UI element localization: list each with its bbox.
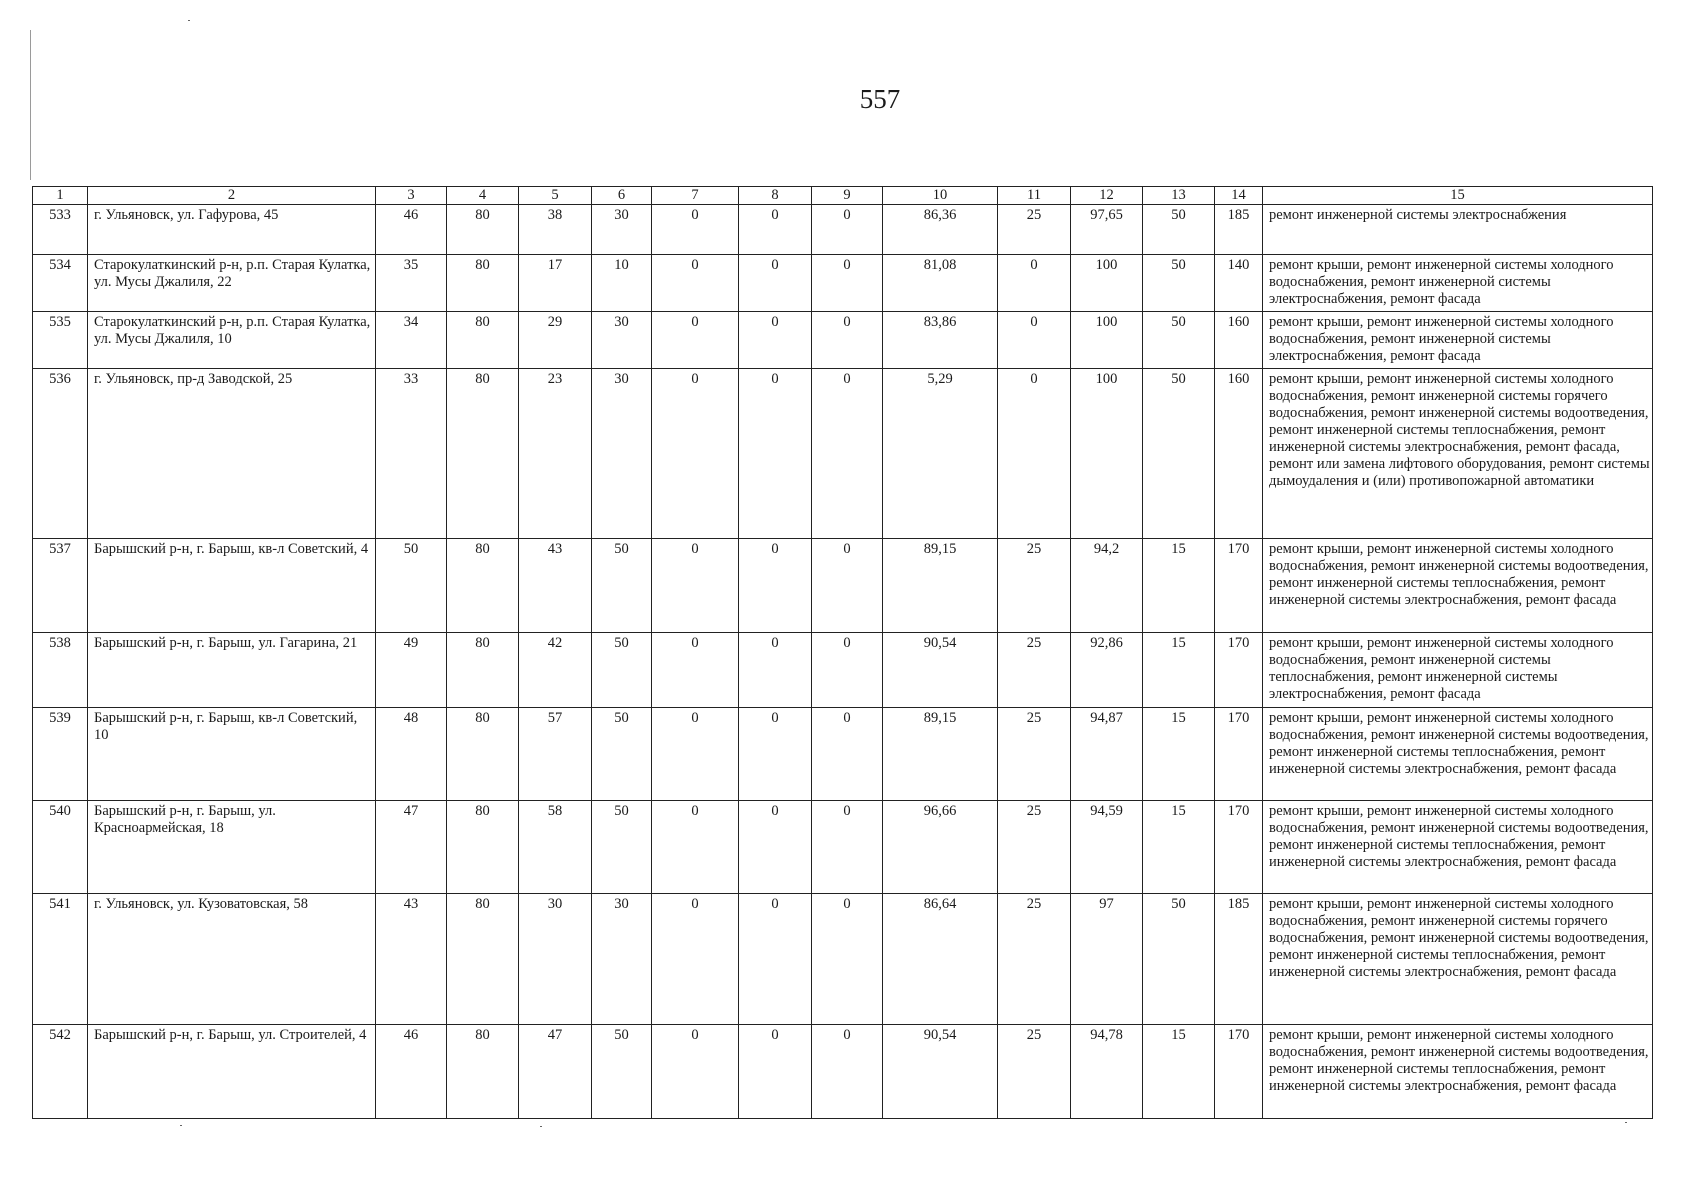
column-header: 11 xyxy=(998,187,1071,205)
column-header: 15 xyxy=(1263,187,1653,205)
column-header: 4 xyxy=(447,187,519,205)
table-cell-col11: 0 xyxy=(998,312,1071,369)
table-cell-col3: 46 xyxy=(376,1025,447,1119)
table-cell-col7: 0 xyxy=(652,369,739,539)
table-cell-col6: 50 xyxy=(592,708,652,801)
table-cell-col10: 96,66 xyxy=(883,801,998,894)
table-cell-col7: 0 xyxy=(652,801,739,894)
table-cell-col6: 50 xyxy=(592,633,652,708)
address-cell: Старокулаткинский р-н, р.п. Старая Кулатка, ул. Мусы Джалиля, 10 xyxy=(88,312,376,369)
table-cell-col7: 0 xyxy=(652,205,739,255)
table-cell-col11: 25 xyxy=(998,801,1071,894)
address-cell: Барышский р-н, г. Барыш, кв-л Советский, 10 xyxy=(88,708,376,801)
table-cell-col4: 80 xyxy=(447,708,519,801)
table-cell-col8: 0 xyxy=(739,894,812,1025)
table-cell-col11: 0 xyxy=(998,369,1071,539)
repair-works-cell: ремонт крыши, ремонт инженерной системы холодного водоснабжения, ремонт инженерной системы горячего водоснабжения, ремонт инженерной системы водоотведения, ремонт инженерной системы теплоснабжения, ремонт инженерной системы электроснабжения, ремонт фасада, ремонт или замена лифтового оборудования, ремонт системы дымоудаления и (или) противопожарной автоматики xyxy=(1263,369,1653,539)
table-cell-col5: 57 xyxy=(519,708,592,801)
table-cell-col3: 49 xyxy=(376,633,447,708)
table-cell-col12: 94,59 xyxy=(1071,801,1143,894)
table-row xyxy=(33,539,1653,633)
table-cell-col12: 100 xyxy=(1071,369,1143,539)
repair-works-cell: ремонт инженерной системы электроснабжения xyxy=(1263,205,1653,255)
table-cell-col9: 0 xyxy=(812,1025,883,1119)
table-cell-col14: 185 xyxy=(1215,894,1263,1025)
table-cell-col10: 86,36 xyxy=(883,205,998,255)
table-cell-col7: 0 xyxy=(652,708,739,801)
table-cell-col12: 92,86 xyxy=(1071,633,1143,708)
row-number-cell: 533 xyxy=(33,205,88,255)
page-number: 557 xyxy=(859,84,901,114)
column-header: 3 xyxy=(376,187,447,205)
table-cell-col4: 80 xyxy=(447,1025,519,1119)
table-cell-col7: 0 xyxy=(652,255,739,312)
table-cell-col3: 48 xyxy=(376,708,447,801)
address-cell: Барышский р-н, г. Барыш, кв-л Советский, 4 xyxy=(88,539,376,633)
table-cell-col10: 90,54 xyxy=(883,633,998,708)
table-cell-col6: 30 xyxy=(592,369,652,539)
table-cell-col14: 170 xyxy=(1215,539,1263,633)
table-cell-col4: 80 xyxy=(447,539,519,633)
table-cell-col6: 50 xyxy=(592,801,652,894)
table-cell-col11: 25 xyxy=(998,205,1071,255)
table-cell-col8: 0 xyxy=(739,708,812,801)
table-cell-col7: 0 xyxy=(652,312,739,369)
table-cell-col14: 160 xyxy=(1215,312,1263,369)
table-cell-col10: 5,29 xyxy=(883,369,998,539)
table-cell-col13: 50 xyxy=(1143,894,1215,1025)
table-cell-col5: 30 xyxy=(519,894,592,1025)
table-cell-col14: 185 xyxy=(1215,205,1263,255)
column-header: 12 xyxy=(1071,187,1143,205)
table-cell-col8: 0 xyxy=(739,1025,812,1119)
table-row xyxy=(33,633,1653,708)
table-cell-col5: 17 xyxy=(519,255,592,312)
table-cell-col11: 25 xyxy=(998,894,1071,1025)
row-number-cell: 539 xyxy=(33,708,88,801)
table-cell-col5: 47 xyxy=(519,1025,592,1119)
table-row xyxy=(33,205,1653,255)
table-cell-col10: 83,86 xyxy=(883,312,998,369)
table-cell-col9: 0 xyxy=(812,369,883,539)
table-cell-col3: 47 xyxy=(376,801,447,894)
column-header: 13 xyxy=(1143,187,1215,205)
row-number-cell: 536 xyxy=(33,369,88,539)
table-cell-col3: 33 xyxy=(376,369,447,539)
table-cell-col4: 80 xyxy=(447,312,519,369)
repair-works-cell: ремонт крыши, ремонт инженерной системы холодного водоснабжения, ремонт инженерной системы водоотведения, ремонт инженерной системы теплоснабжения, ремонт инженерной системы электроснабжения, ремонт фасада xyxy=(1263,1025,1653,1119)
repair-works-cell: ремонт крыши, ремонт инженерной системы холодного водоснабжения, ремонт инженерной системы теплоснабжения, ремонт инженерной системы электроснабжения, ремонт фасада xyxy=(1263,633,1653,708)
table-row xyxy=(33,801,1653,894)
table-cell-col8: 0 xyxy=(739,633,812,708)
address-cell: г. Ульяновск, пр-д Заводской, 25 xyxy=(88,369,376,539)
table-cell-col11: 25 xyxy=(998,539,1071,633)
scan-speck xyxy=(188,20,190,21)
table-cell-col4: 80 xyxy=(447,894,519,1025)
table-cell-col13: 50 xyxy=(1143,205,1215,255)
row-number-cell: 538 xyxy=(33,633,88,708)
table-cell-col5: 42 xyxy=(519,633,592,708)
table-cell-col8: 0 xyxy=(739,312,812,369)
table-cell-col10: 90,54 xyxy=(883,1025,998,1119)
table-cell-col4: 80 xyxy=(447,801,519,894)
table-cell-col11: 25 xyxy=(998,633,1071,708)
table-cell-col5: 29 xyxy=(519,312,592,369)
table-cell-col4: 80 xyxy=(447,369,519,539)
address-cell: г. Ульяновск, ул. Гафурова, 45 xyxy=(88,205,376,255)
row-number-cell: 537 xyxy=(33,539,88,633)
table-cell-col3: 43 xyxy=(376,894,447,1025)
table-cell-col3: 35 xyxy=(376,255,447,312)
table-cell-col9: 0 xyxy=(812,312,883,369)
table-cell-col5: 58 xyxy=(519,801,592,894)
scan-speck xyxy=(1625,1122,1627,1123)
table-cell-col10: 81,08 xyxy=(883,255,998,312)
table-cell-col3: 34 xyxy=(376,312,447,369)
address-cell: Барышский р-н, г. Барыш, ул. Строителей, 4 xyxy=(88,1025,376,1119)
column-header: 1 xyxy=(33,187,88,205)
scan-speck xyxy=(180,1125,182,1126)
table-cell-col6: 10 xyxy=(592,255,652,312)
table-cell-col3: 50 xyxy=(376,539,447,633)
table-cell-col11: 25 xyxy=(998,1025,1071,1119)
table-cell-col7: 0 xyxy=(652,539,739,633)
row-number-cell: 541 xyxy=(33,894,88,1025)
table-row xyxy=(33,369,1653,539)
table-cell-col8: 0 xyxy=(739,801,812,894)
table-cell-col13: 15 xyxy=(1143,1025,1215,1119)
table-cell-col14: 170 xyxy=(1215,801,1263,894)
table-cell-col6: 50 xyxy=(592,1025,652,1119)
table-cell-col5: 43 xyxy=(519,539,592,633)
table-cell-col3: 46 xyxy=(376,205,447,255)
address-cell: г. Ульяновск, ул. Кузоватовская, 58 xyxy=(88,894,376,1025)
table-cell-col8: 0 xyxy=(739,369,812,539)
scan-speck xyxy=(540,1126,542,1127)
table-cell-col12: 100 xyxy=(1071,255,1143,312)
table-row xyxy=(33,708,1653,801)
table-cell-col9: 0 xyxy=(812,894,883,1025)
table-header-row xyxy=(33,187,1653,205)
row-number-cell: 534 xyxy=(33,255,88,312)
table-cell-col14: 160 xyxy=(1215,369,1263,539)
repair-works-cell: ремонт крыши, ремонт инженерной системы холодного водоснабжения, ремонт инженерной системы горячего водоснабжения, ремонт инженерной системы водоотведения, ремонт инженерной системы теплоснабжения, ремонт инженерной системы электроснабжения, ремонт фасада xyxy=(1263,894,1653,1025)
table-cell-col14: 170 xyxy=(1215,633,1263,708)
column-header: 8 xyxy=(739,187,812,205)
table-cell-col11: 0 xyxy=(998,255,1071,312)
table-cell-col5: 38 xyxy=(519,205,592,255)
table-cell-col6: 50 xyxy=(592,539,652,633)
table-cell-col14: 140 xyxy=(1215,255,1263,312)
table-cell-col4: 80 xyxy=(447,255,519,312)
repair-table xyxy=(32,186,1653,1119)
table-cell-col12: 94,2 xyxy=(1071,539,1143,633)
table-row xyxy=(33,255,1653,312)
table-cell-col14: 170 xyxy=(1215,1025,1263,1119)
row-number-cell: 540 xyxy=(33,801,88,894)
table-cell-col7: 0 xyxy=(652,633,739,708)
table-cell-col13: 50 xyxy=(1143,369,1215,539)
table-cell-col11: 25 xyxy=(998,708,1071,801)
table-cell-col4: 80 xyxy=(447,205,519,255)
column-header: 5 xyxy=(519,187,592,205)
table-cell-col9: 0 xyxy=(812,205,883,255)
table-cell-col7: 0 xyxy=(652,894,739,1025)
table-cell-col13: 15 xyxy=(1143,633,1215,708)
repair-works-cell: ремонт крыши, ремонт инженерной системы холодного водоснабжения, ремонт инженерной системы водоотведения, ремонт инженерной системы теплоснабжения, ремонт инженерной системы электроснабжения, ремонт фасада xyxy=(1263,539,1653,633)
table-cell-col13: 15 xyxy=(1143,708,1215,801)
address-cell: Барышский р-н, г. Барыш, ул. Красноармейская, 18 xyxy=(88,801,376,894)
row-number-cell: 542 xyxy=(33,1025,88,1119)
table-cell-col10: 89,15 xyxy=(883,708,998,801)
table-cell-col12: 100 xyxy=(1071,312,1143,369)
table-row xyxy=(33,312,1653,369)
table-cell-col13: 50 xyxy=(1143,312,1215,369)
table-cell-col8: 0 xyxy=(739,539,812,633)
table-row xyxy=(33,894,1653,1025)
table-cell-col9: 0 xyxy=(812,633,883,708)
table-cell-col10: 86,64 xyxy=(883,894,998,1025)
column-header: 9 xyxy=(812,187,883,205)
column-header: 10 xyxy=(883,187,998,205)
table-cell-col12: 94,78 xyxy=(1071,1025,1143,1119)
column-header: 14 xyxy=(1215,187,1263,205)
table-cell-col5: 23 xyxy=(519,369,592,539)
repair-works-cell: ремонт крыши, ремонт инженерной системы холодного водоснабжения, ремонт инженерной системы электроснабжения, ремонт фасада xyxy=(1263,312,1653,369)
table-cell-col10: 89,15 xyxy=(883,539,998,633)
repair-works-cell: ремонт крыши, ремонт инженерной системы холодного водоснабжения, ремонт инженерной системы водоотведения, ремонт инженерной системы теплоснабжения, ремонт инженерной системы электроснабжения, ремонт фасада xyxy=(1263,801,1653,894)
repair-works-cell: ремонт крыши, ремонт инженерной системы холодного водоснабжения, ремонт инженерной системы водоотведения, ремонт инженерной системы теплоснабжения, ремонт инженерной системы электроснабжения, ремонт фасада xyxy=(1263,708,1653,801)
table-cell-col6: 30 xyxy=(592,312,652,369)
table-cell-col9: 0 xyxy=(812,801,883,894)
table-cell-col14: 170 xyxy=(1215,708,1263,801)
table-cell-col13: 50 xyxy=(1143,255,1215,312)
table-row xyxy=(33,1025,1653,1119)
address-cell: Барышский р-н, г. Барыш, ул. Гагарина, 21 xyxy=(88,633,376,708)
repair-works-cell: ремонт крыши, ремонт инженерной системы холодного водоснабжения, ремонт инженерной системы электроснабжения, ремонт фасада xyxy=(1263,255,1653,312)
column-header: 7 xyxy=(652,187,739,205)
table-cell-col9: 0 xyxy=(812,539,883,633)
table-cell-col12: 97,65 xyxy=(1071,205,1143,255)
table-cell-col9: 0 xyxy=(812,255,883,312)
table-cell-col13: 15 xyxy=(1143,539,1215,633)
table-cell-col13: 15 xyxy=(1143,801,1215,894)
column-header: 2 xyxy=(88,187,376,205)
row-number-cell: 535 xyxy=(33,312,88,369)
table-cell-col6: 30 xyxy=(592,894,652,1025)
column-header: 6 xyxy=(592,187,652,205)
table-cell-col8: 0 xyxy=(739,255,812,312)
table-cell-col8: 0 xyxy=(739,205,812,255)
table-cell-col7: 0 xyxy=(652,1025,739,1119)
table-cell-col4: 80 xyxy=(447,633,519,708)
table-cell-col12: 97 xyxy=(1071,894,1143,1025)
table-cell-col12: 94,87 xyxy=(1071,708,1143,801)
table-cell-col9: 0 xyxy=(812,708,883,801)
table-cell-col6: 30 xyxy=(592,205,652,255)
address-cell: Старокулаткинский р-н, р.п. Старая Кулатка, ул. Мусы Джалиля, 22 xyxy=(88,255,376,312)
